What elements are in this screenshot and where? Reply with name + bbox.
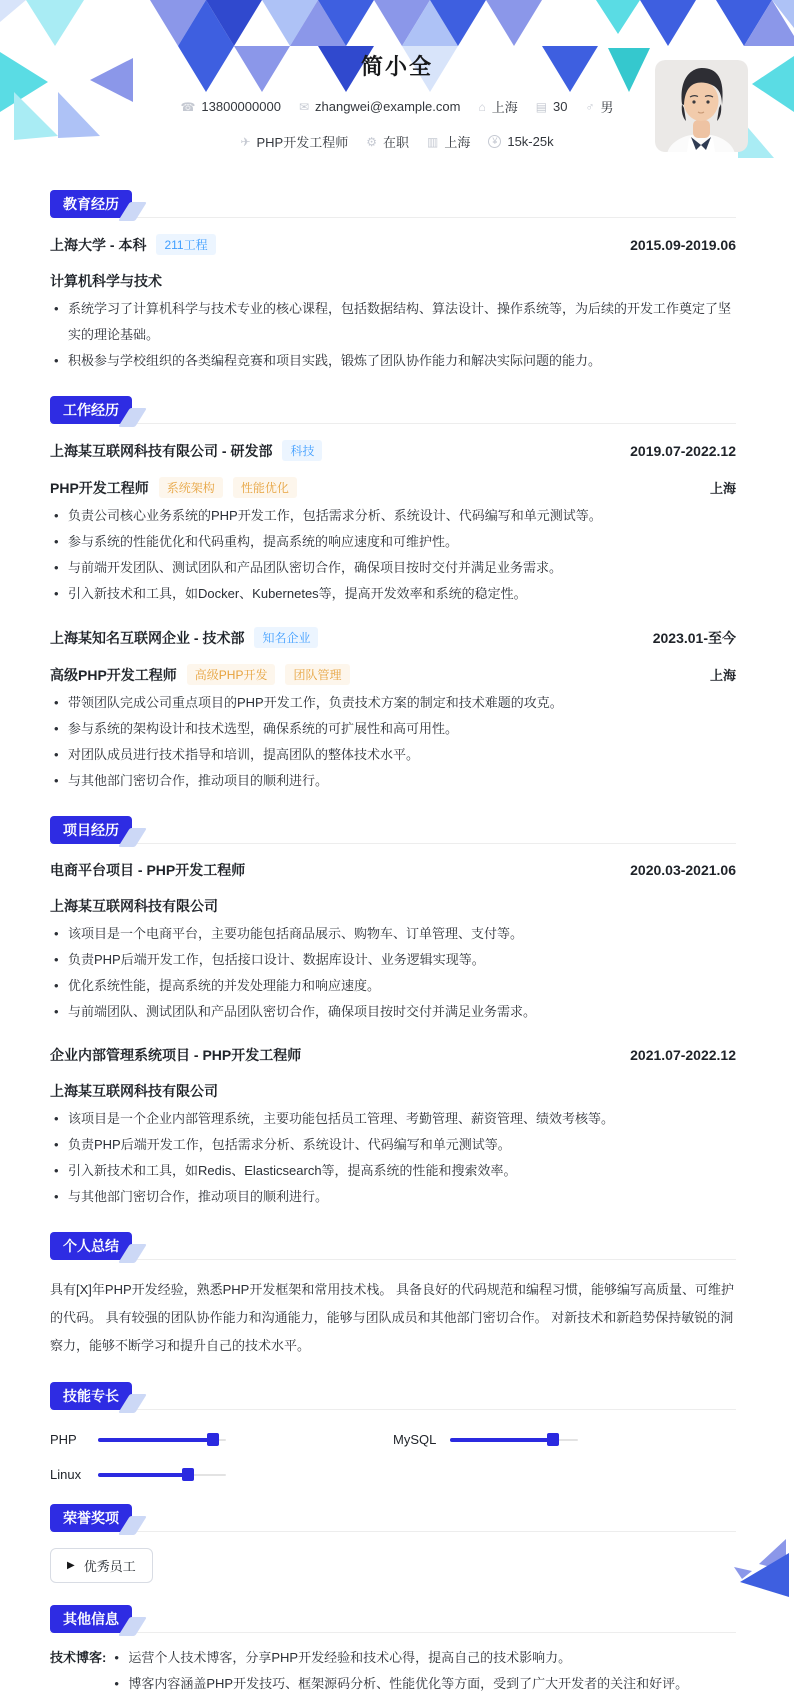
education-date: 2015.09-2019.06 [630,236,736,253]
list-item: • 与前端团队、测试团队和产品团队密切合作，确保项目按时交付并满足业务需求。 [50,999,736,1025]
project-1-company-row [50,896,736,916]
skill-slider [98,1433,226,1447]
role-tag: 性能优化 [233,477,297,498]
work-location: 上海 [709,668,736,683]
salary-value: 15k-25k [507,134,554,149]
school-name: 上海大学 - 本科 [50,236,147,253]
work-entry-2-bullets [50,690,736,794]
summary-text: 具有[X]年PHP开发经验，熟悉PHP开发框架和常用技术栈。 具备良好的代码规范和编程习惯，能够编写高质量、可维护的代码。 具有较强的团队协作能力和沟通能力，能够与团队成员和其他部门密切合作。 对新技术和新趋势保持敏锐的洞察力，能够不断学习和提升自己的技术水平。 [50,1282,734,1353]
education-major-row [50,271,736,291]
section-other-badge: 其他信息 [50,1605,132,1633]
skill-slider [450,1433,578,1447]
list-item: • 对团队成员进行技术指导和培训，提高团队的整体技术水平。 [50,742,736,768]
list-item: • 该项目是一个电商平台，主要功能包括商品展示、购物车、订单管理、支付等。 [50,921,736,947]
work-entry-2-company-row [50,627,736,648]
role-title: PHP开发工程师 [50,479,149,496]
phone-icon: ☎ [180,99,196,114]
skill-label: Linux [50,1467,82,1482]
skill-php [50,1432,393,1447]
contact-gender [586,97,614,116]
age-value: 30 [553,99,568,114]
section-other-header [50,1605,736,1633]
gender-icon: ♂ [585,99,595,114]
honor-label: 优秀员工 [83,1559,136,1574]
company-name: 上海某知名互联网企业 - 技术部 [50,629,245,646]
play-icon: ▶ [67,1560,75,1571]
section-summary [50,1232,736,1360]
list-item: • 积极参与学校组织的各类编程竞赛和项目实践，锻炼了团队协作能力和解决实际问题的能力。 [50,348,736,374]
project-2-company-row [50,1081,736,1101]
candidate-name: 简小全 [360,54,433,79]
list-item: • 与其他部门密切合作，推动项目的顺利进行。 [50,1184,736,1210]
skill-mysql [393,1432,736,1447]
role-tag: 团队管理 [285,664,349,685]
section-honors-header [50,1504,736,1532]
section-work-header [50,396,736,424]
project-company: 上海某互联网科技有限公司 [50,898,218,914]
project-title: 电商平台项目 - PHP开发工程师 [50,862,246,878]
slider-fill [98,1438,213,1442]
list-item: • 带领团队完成公司重点项目的PHP开发工作，负责技术方案的制定和技术难题的攻克。 [50,690,736,716]
project-1-title-row [50,860,736,880]
school-tag: 211工程 [156,234,215,255]
work-location: 上海 [709,481,736,496]
list-item: • 负责PHP后端开发工作，包括需求分析、系统设计、代码编写和单元测试等。 [50,1132,736,1158]
other-info-bullets [110,1645,736,1697]
contact-email [299,99,461,114]
skill-slider [98,1468,226,1482]
section-skills [50,1382,736,1482]
other-info-row [50,1645,736,1697]
skill-label: PHP [50,1432,77,1447]
position-value: PHP开发工程师 [256,135,349,150]
slider-thumb[interactable] [207,1433,219,1446]
work-entry-1-bullets [50,503,736,607]
contact-position [240,132,348,151]
role-title: 高级PHP开发工程师 [50,666,177,683]
section-work [50,396,736,794]
contact-work-city [427,132,470,151]
list-item: • 负责PHP后端开发工作，包括接口设计、数据库设计、业务逻辑实现等。 [50,947,736,973]
slider-thumb[interactable] [182,1468,194,1481]
contact-phone [180,99,280,114]
project-company: 上海某互联网科技有限公司 [50,1083,218,1099]
paper-plane-decoration [732,1537,792,1599]
contact-home-city [478,97,517,116]
section-summary-badge: 个人总结 [50,1232,132,1260]
company-name: 上海某互联网科技有限公司 - 研发部 [50,442,273,459]
skill-linux [50,1467,393,1482]
project-title: 企业内部管理系统项目 - PHP开发工程师 [50,1047,302,1063]
company-tag: 知名企业 [254,627,318,648]
job-status-value: 在职 [382,135,409,150]
skills-grid [50,1432,736,1482]
education-entry-header [50,234,736,255]
email-icon: ✉ [298,99,309,114]
list-item: • 运营个人技术博客，分享PHP开发经验和技术心得，提高自己的技术影响力。 [110,1645,736,1671]
section-education [50,190,736,374]
list-item: • 博客内容涵盖PHP开发技巧、框架源码分析、性能优化等方面，受到了广大开发者的关注和好评。 [110,1671,736,1697]
list-item: • 优化系统性能，提高系统的并发处理能力和响应速度。 [50,973,736,999]
contact-job-status [366,132,409,151]
work-entry-1-role-row [50,477,736,498]
project-date: 2020.03-2021.06 [630,862,736,878]
phone-value: 13800000000 [201,99,281,114]
work-city-value: 上海 [444,135,471,150]
section-projects-header [50,816,736,844]
section-work-badge: 工作经历 [50,396,132,424]
age-icon: ▤ [535,99,548,114]
home-city-value: 上海 [491,100,518,115]
contact-salary [488,134,553,149]
job-status-icon: ⚙ [366,134,377,149]
honor-item-button[interactable] [50,1548,153,1583]
education-bullets [50,296,736,374]
role-tag: 系统架构 [159,477,223,498]
section-summary-header [50,1232,736,1260]
section-honors-badge: 荣誉奖项 [50,1504,132,1532]
position-icon: ✈ [240,134,251,149]
slider-thumb[interactable] [547,1433,559,1446]
city-icon: ▥ [426,134,439,149]
company-tag: 科技 [282,440,322,461]
gender-value: 男 [600,100,614,115]
section-education-header [50,190,736,218]
work-date: 2019.07-2022.12 [630,442,736,459]
section-other [50,1605,736,1697]
section-projects-badge: 项目经历 [50,816,132,844]
home-icon: ⌂ [478,99,486,114]
other-info-label: 技术博客: [50,1650,107,1665]
slider-fill [98,1473,188,1477]
salary-icon: ¥ [488,135,501,148]
section-honors [50,1504,736,1583]
resume-body [0,190,794,1697]
project-date: 2021.07-2022.12 [630,1047,736,1063]
list-item: • 与其他部门密切合作，推动项目的顺利进行。 [50,768,736,794]
avatar [655,60,748,152]
list-item: • 系统学习了计算机科学与技术专业的核心课程，包括数据结构、算法设计、操作系统等，为后续的开发工作奠定了坚实的理论基础。 [50,296,736,348]
resume-header [0,0,794,168]
work-entry-2-role-row [50,664,736,685]
list-item: • 引入新技术和工具，如Redis、Elasticsearch等，提高系统的性能和搜索效率。 [50,1158,736,1184]
section-skills-badge: 技能专长 [50,1382,132,1410]
list-item: • 参与系统的性能优化和代码重构，提高系统的响应速度和可维护性。 [50,529,736,555]
role-tag: 高级PHP开发 [187,664,276,685]
section-skills-header [50,1382,736,1410]
list-item: • 引入新技术和工具，如Docker、Kubernetes等，提高开发效率和系统的稳定性。 [50,581,736,607]
contact-age [536,99,568,114]
list-item: • 与前端开发团队、测试团队和产品团队密切合作，确保项目按时交付并满足业务需求。 [50,555,736,581]
project-2-bullets [50,1106,736,1210]
section-projects [50,816,736,1210]
email-value: zhangwei@example.com [315,99,461,114]
slider-fill [450,1438,552,1442]
work-date: 2023.01-至今 [652,629,736,646]
project-2-title-row [50,1045,736,1065]
list-item: • 参与系统的架构设计和技术选型，确保系统的可扩展性和高可用性。 [50,716,736,742]
list-item: • 该项目是一个企业内部管理系统，主要功能包括员工管理、考勤管理、薪资管理、绩效考核等。 [50,1106,736,1132]
major-name: 计算机科学与技术 [50,273,162,289]
list-item: • 负责公司核心业务系统的PHP开发工作，包括需求分析、系统设计、代码编写和单元测试等。 [50,503,736,529]
section-education-badge: 教育经历 [50,190,132,218]
work-entry-1-company-row [50,440,736,461]
skill-label: MySQL [393,1432,437,1447]
project-1-bullets [50,921,736,1025]
